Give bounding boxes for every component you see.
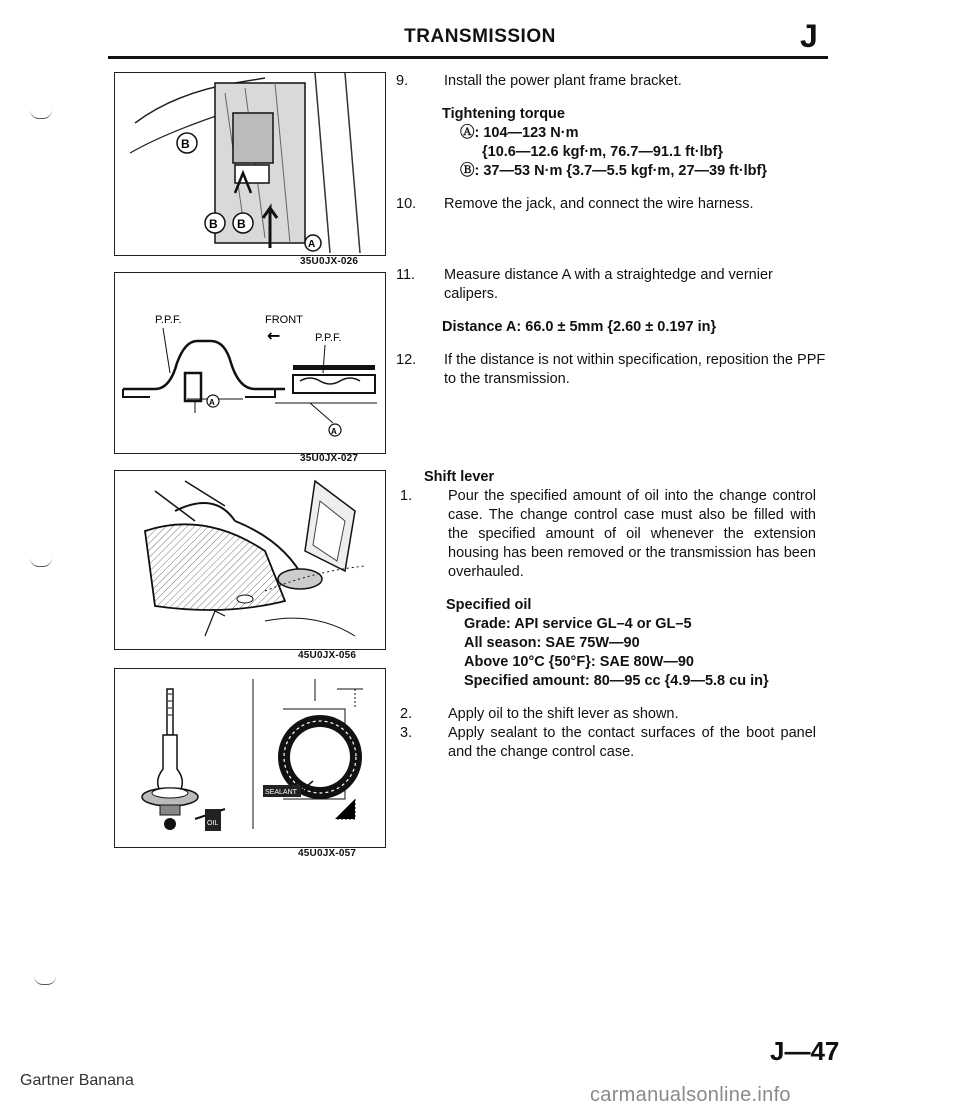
label-sealant: SEALANT — [265, 789, 297, 796]
figure-shift-lever-oil-sealant — [114, 668, 386, 848]
label-oil: OIL — [207, 820, 219, 827]
page-number: J—47 — [770, 1036, 840, 1066]
step-9: 9. Install the power plant frame bracket. — [396, 73, 682, 89]
step-10: 10. Remove the jack, and connect the wire harness. — [396, 196, 754, 212]
svg-text:B: B — [237, 217, 246, 231]
oil-all-season: All season: SAE 75W—90 — [464, 635, 640, 651]
figure-pour-oil-photo — [114, 470, 386, 650]
section-letter: J — [800, 18, 818, 54]
figure-ppf-bracket-photo — [114, 72, 386, 256]
torque-a-line-1: Ⓐ: 104—123 N·m — [460, 125, 579, 141]
margin-mark — [30, 110, 52, 119]
oil-amount: Specified amount: 80—95 cc {4.9—5.8 cu in} — [464, 673, 769, 689]
page-header-title: TRANSMISSION — [404, 26, 556, 47]
shift-step-1: 1. Pour the specified amount of oil into the change control case. The change control case must also be filled with the specified amount of oil whenever the extension housing has been removed or the transmission has been overhauled. — [400, 488, 816, 580]
shift-lever-title: Shift lever — [424, 469, 495, 485]
footer-brand: Gartner Banana — [20, 1072, 134, 1089]
svg-text:A: A — [209, 398, 215, 407]
figure-code: 45U0JX-056 — [298, 650, 357, 661]
svg-text:A: A — [331, 427, 337, 436]
step-11: 11. Measure distance A with a straightedge and vernier calipers. — [396, 267, 773, 302]
torque-title: Tightening torque — [442, 106, 565, 122]
figure-code: 35U0JX-026 — [300, 256, 359, 267]
ppf-steps — [396, 72, 830, 389]
label-front: FRONT — [265, 314, 303, 326]
torque-b-line: Ⓑ: 37—53 N·m {3.7—5.5 kgf·m, 27—39 ft·lbf} — [460, 163, 768, 179]
front-arrow-icon: ← — [267, 326, 281, 345]
shift-step-3: 3. Apply sealant to the contact surfaces of the boot panel and the change control case. — [400, 725, 816, 760]
header-rule — [108, 56, 828, 59]
watermark-text: carmanualsonline.info — [590, 1084, 791, 1106]
figure-code: 45U0JX-057 — [298, 848, 357, 859]
shift-step-2: 2. Apply oil to the shift lever as shown. — [400, 706, 679, 722]
torque-a-line-2: {10.6—12.6 kgf·m, 76.7—91.1 ft·lbf} — [482, 144, 723, 160]
oil-spec-title: Specified oil — [446, 597, 532, 613]
distance-spec: Distance A: 66.0 ± 5mm {2.60 ± 0.197 in} — [442, 319, 717, 335]
svg-text:A: A — [308, 239, 316, 250]
step-12: 12. If the distance is not within specification, reposition the PPF to the transmission. — [396, 352, 826, 387]
oil-grade: Grade: API service GL–4 or GL–5 — [464, 616, 692, 632]
margin-mark — [34, 976, 56, 985]
svg-text:B: B — [181, 137, 190, 151]
figure-code: 35U0JX-027 — [300, 453, 359, 464]
label-ppf-left: P.P.F. — [155, 314, 182, 326]
oil-above-10c: Above 10°C {50°F}: SAE 80W—90 — [464, 654, 694, 670]
margin-mark — [30, 558, 52, 567]
svg-text:B: B — [209, 217, 218, 231]
shift-lever-section — [400, 468, 816, 762]
figure-distance-a-diagram — [114, 272, 386, 454]
label-ppf-right: P.P.F. — [315, 332, 342, 344]
